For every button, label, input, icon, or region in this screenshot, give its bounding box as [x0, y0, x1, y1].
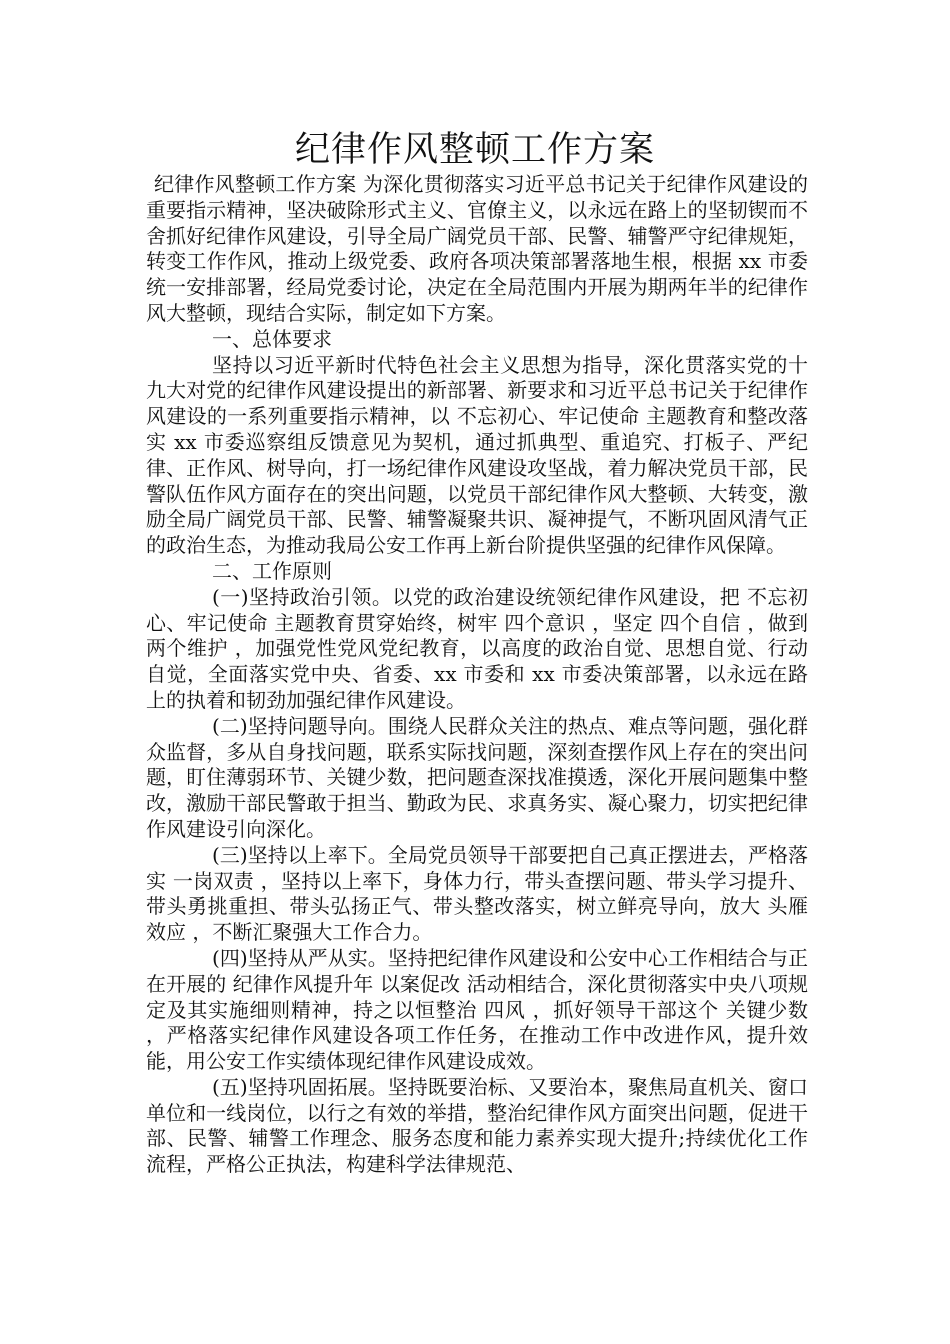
section-heading-work-principles: 二、工作原则 — [212, 558, 332, 583]
principle-paragraph-4: (四)坚持从严从实。坚持把纪律作风建设和公安中心工作相结合与正在开展的 纪律作风提升年 以案促改 活动相结合，深化贯彻落实中央八项规定及其实施细则精神，持之以恒整治 四风 ，抓好领导干部这个 关键少数 ，严格落实纪律作风建设各项工作任务，在推动工作中改进作风，提升效能，用公安工作实绩体现纪律作风建设成效。 — [146, 945, 808, 1074]
principle-paragraph-2: (二)坚持问题导向。围绕人民群众关注的热点、难点等问题，强化群众监督，多从自身找问题，联系实际找问题，深刻查摆作风上存在的突出问题，盯住薄弱环节、关键少数，把问题查深找准摸透，深化开展问题集中整改，激励干部民警敢于担当、勤政为民、求真务实、凝心聚力，切实把纪律作风建设引向深化。 — [146, 713, 808, 841]
principle-paragraph-5: (五)坚持巩固拓展。坚持既要治标、又要治本，聚焦局直机关、窗口单位和一线岗位，以行之有效的举措，整治纪律作风方面突出问题，促进干部、民警、辅警工作理念、服务态度和能力素养实现大提升;持续优化工作流程，严格公正执法，构建科学法律规范、 — [146, 1074, 808, 1177]
document-title: 纪律作风整顿工作方案 — [294, 130, 655, 170]
principle-paragraph-1: (一)坚持政治引领。以党的政治建设统领纪律作风建设，把 不忘初心、牢记使命 主题教育贯穿始终，树牢 四个意识 ，坚定 四个自信 ，做到 两个维护 ，加强党性党风党纪教育，以高度的政治自觉、思想自觉、行动自觉，全面落实党中央、省委、xx 市委和 xx 市委决策部署，以永远在路上的执着和韧劲加强纪律作风建设。 — [146, 584, 808, 712]
section-heading-general-requirements: 一、总体要求 — [212, 326, 332, 351]
body-paragraph: 坚持以习近平新时代特色社会主义思想为指导，深化贯落实党的十九大对党的纪律作风建设提出的新部署、新要求和习近平总书记关于纪律作风建设的一系列重要指示精神，以 不忘初心、牢记使命 主题教育和整改落实 xx 市委巡察组反馈意见为契机，通过抓典型、重追究、打板子、严纪律、正作风、树导向，打一场纪律作风建设攻坚战，着力解决党员干部，民警队伍作风方面存在的突出问题，以党员干部纪律作风大整顿、大转变，激励全局广阔党员干部、民警、辅警凝聚共识、凝神提气，不断巩固风清气正的政治生态，为推动我局公安工作再上新台阶提供坚强的纪律作风保障。 — [146, 352, 808, 558]
intro-paragraph: 纪律作风整顿工作方案 为深化贯彻落实习近平总书记关于纪律作风建设的重要指示精神，坚决破除形式主义、官僚主义，以永远在路上的坚韧锲而不舍抓好纪律作风建设，引导全局广阔党员干部、民警、辅警严守纪律规矩，转变工作作风，推动上级党委、政府各项决策部署落地生根，根据 xx 市委统一安排部署，经局党委讨论，决定在全局范围内开展为期两年半的纪律作风大整顿，现结合实际，制定如下方案。 — [146, 172, 808, 325]
document-body — [146, 172, 808, 1178]
principle-paragraph-3: (三)坚持以上率下。全局党员领导干部要把自己真正摆进去，严格落实 一岗双责 ，坚持以上率下，身体力行，带头查摆问题、带头学习提升、带头勇挑重担、带头弘扬正气、带头整改落实，树立鲜亮导向，放大 头雁效应 ，不断汇聚强大工作合力。 — [146, 842, 808, 945]
